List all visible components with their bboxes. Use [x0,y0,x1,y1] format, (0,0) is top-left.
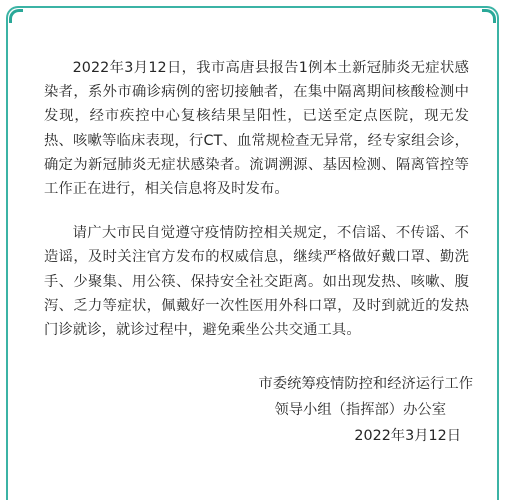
signature-org-line2: 领导小组（指挥部）办公室 [274,402,446,418]
frame-corner-top-left [9,9,23,23]
notice-paragraph-case-report: 2022年3月12日，我市高唐县报告1例本土新冠肺炎无症状感染者，系外市确诊病例的密切接触者，在集中隔离期间核酸检测中发现，经市疾控中心复核结果呈阳性，已送至定点医院，现无发热、咳嗽等临床表现，行CT、血常规检查无异常，经专家组会诊，确定为新冠肺炎无症状感染者。流调溯源、基因检测、隔离管控等工作正在进行，相关信息将及时发布。 [44,60,469,198]
notice-signature [173,371,473,449]
notice-paragraph-public-advice: 请广大市民自觉遵守疫情防控相关规定，不信谣、不传谣、不造谣，及时关注官方发布的权威信息，继续严格做好戴口罩、勤洗手、少聚集、用公筷、保持安全社交距离。如出现发热、咳嗽、腹泻、乏力等症状，佩戴好一次性医用外科口罩，及时到就近的发热门诊就诊，就诊过程中，避免乘坐公共交通工具。 [44,225,469,339]
notice-body [44,56,469,342]
signature-date: 2022年3月12日 [354,428,461,444]
signature-org-line1: 市委统筹疫情防控和经济运行工作 [258,376,473,392]
frame-corner-top-right [482,9,496,23]
